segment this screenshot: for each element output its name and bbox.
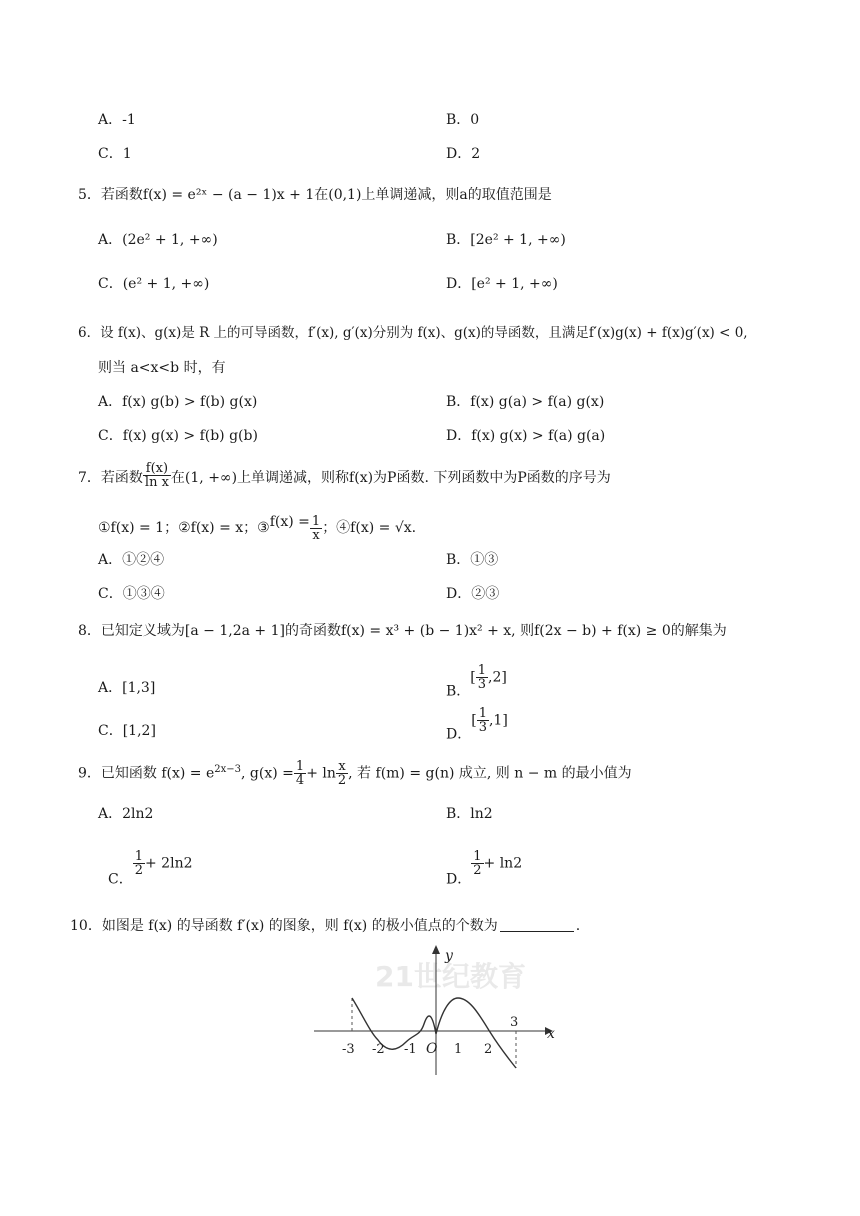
q8-option-d-num: 1 [478, 706, 487, 721]
q8-option-b-close: ,2] [488, 669, 507, 686]
y-axis-label: y [445, 948, 453, 964]
q9-option-c-num: 1 [134, 849, 143, 864]
q7-option-c: C．①③④ [98, 586, 165, 602]
q10-stem-b: . [575, 918, 581, 934]
q8-option-a: A．[1,3] [98, 680, 156, 696]
q8-option-b-den: 3 [477, 677, 487, 692]
tick-label: 3 [510, 1015, 519, 1030]
q5-option-c: C．(e² + 1, +∞) [98, 276, 210, 292]
q8-option-b-open: [ [470, 669, 476, 686]
q9-option-b: B．ln2 [446, 806, 493, 822]
q8-option-b-label: B． [446, 683, 471, 700]
q8-option-d-label: D． [446, 726, 472, 743]
q9-frac1-den: 4 [295, 773, 305, 789]
q7-frac-num: f(x) [143, 462, 171, 476]
q6-stem-line1: 6．设 f(x)、g(x)是 R 上的可导函数，f′(x), g′(x)分别为 f(x)、g(x)的导函数，且满足f′(x)g(x) + f(x)g′(x) < 0, [78, 325, 748, 341]
q5-option-a: A．(2e² + 1, +∞) [98, 232, 218, 248]
q8-option-d-close: ,1] [488, 712, 508, 729]
y-axis-arrow [432, 945, 440, 954]
q6-option-c: C．f(x) g(x) > f(b) g(b) [98, 428, 258, 444]
tick-label: 1 [454, 1042, 463, 1057]
q8-option-d [446, 707, 508, 747]
q4-option-d: D．2 [446, 146, 481, 162]
q7-stem-fraction [143, 462, 171, 489]
q9-option-a: A．2ln2 [98, 806, 154, 822]
q9-option-c-rest: + 2ln2 [145, 855, 193, 872]
graph-watermark: 21世纪教育 [375, 960, 526, 993]
q6-stem-line2: 则当 a<x<b 时，有 [98, 360, 226, 376]
q5-option-d: D．[e² + 1, +∞) [446, 276, 558, 292]
x-axis-label: x [547, 1026, 555, 1042]
q6-option-d: D．f(x) g(x) > f(a) g(a) [446, 428, 606, 444]
q9-option-d-num: 1 [473, 849, 482, 864]
q6-option-a: A．f(x) g(b) > f(b) g(x) [98, 394, 258, 410]
q9-stem-b: , g(x) = [241, 765, 294, 782]
q9-frac2-num: x [336, 760, 348, 774]
q8-option-b-fraction [476, 664, 488, 691]
q7-stem-suffix: 在(1, +∞)上单调递减，则称f(x)为P函数. 下列函数中为P函数的序号为 [170, 470, 611, 486]
q8-option-b-num: 1 [477, 663, 487, 678]
q9-option-d-rest: + ln2 [483, 855, 523, 872]
q9-stem-exp: 2x−3 [214, 764, 242, 775]
q7-items-part2: ；④f(x) = √x. [322, 520, 417, 536]
tick-label: -3 [342, 1042, 355, 1057]
tick-label: -2 [372, 1042, 385, 1057]
q4-option-b: B．0 [446, 112, 480, 128]
q7-frac-den: ln x [144, 475, 169, 490]
origin-label: O [426, 1041, 438, 1057]
q9-option-c-label: C． [108, 871, 133, 888]
q9-option-c-den: 2 [134, 863, 143, 878]
q9-stem [78, 758, 632, 787]
q8-option-c: C．[1,2] [98, 723, 156, 739]
q9-frac2-den: 2 [337, 773, 347, 789]
q8-option-d-den: 3 [478, 720, 487, 735]
q9-option-c [108, 850, 193, 892]
q5-stem: 5．若函数f(x) = e²ˣ − (a − 1)x + 1在(0,1)上单调递减，则a的取值范围是 [78, 187, 552, 203]
q6-option-b: B．f(x) g(a) > f(a) g(x) [446, 394, 605, 410]
q7-items-part1: ①f(x) = 1；②f(x) = x；③ [98, 520, 270, 536]
q5-option-b: B．[2e² + 1, +∞) [446, 232, 566, 248]
q10-stem-a: 10．如图是 f(x) 的导函数 f′(x) 的图象，则 f(x) 的极小值点的个数为 [70, 918, 498, 934]
q9-stem-d: , 若 f(m) = g(n) 成立, 则 n − m 的最小值为 [348, 765, 632, 782]
derivative-curve [352, 998, 519, 1068]
q7-option-b: B．①③ [446, 552, 499, 568]
answer-blank [500, 917, 574, 932]
q7-stem [78, 462, 611, 490]
q9-stem-c: + ln [306, 765, 336, 782]
q7-items-frac-prefix: f(x) = [269, 514, 310, 530]
q9-frac1-num: 1 [295, 759, 305, 775]
q4-option-c: C．1 [98, 146, 132, 162]
q9-frac1 [294, 760, 306, 787]
q8-stem: 8．已知定义域为[a − 1,2a + 1]的奇函数f(x) = x³ + (b − 1)x² + x, 则f(2x − b) + f(x) ≥ 0的解集为 [78, 623, 727, 639]
q7-option-a: A．①②④ [98, 552, 165, 568]
q7-items-frac-den: x [312, 527, 320, 543]
q8-option-d-fraction [477, 707, 489, 734]
q4-option-a: A．-1 [98, 112, 136, 128]
q7-items [98, 510, 416, 542]
q8-option-d-open: [ [471, 712, 477, 729]
q7-items-fraction [310, 515, 322, 542]
q8-option-b [446, 664, 507, 704]
tick-label: -1 [404, 1042, 417, 1057]
q9-option-d-label: D． [446, 871, 472, 888]
q7-option-d: D．②③ [446, 586, 500, 602]
derivative-graph [300, 940, 570, 1080]
q9-option-d-fraction [471, 850, 483, 877]
tick-label: 2 [484, 1042, 493, 1057]
q9-option-d [446, 850, 522, 892]
q7-stem-prefix: 7．若函数 [78, 470, 143, 486]
q10-stem [70, 914, 580, 938]
q9-frac2 [336, 760, 348, 787]
q9-stem-a: 9．已知函数 f(x) = e [78, 765, 215, 782]
q7-items-frac-num: 1 [311, 513, 321, 529]
q9-option-c-fraction [133, 850, 145, 877]
q9-option-d-den: 2 [473, 863, 482, 878]
